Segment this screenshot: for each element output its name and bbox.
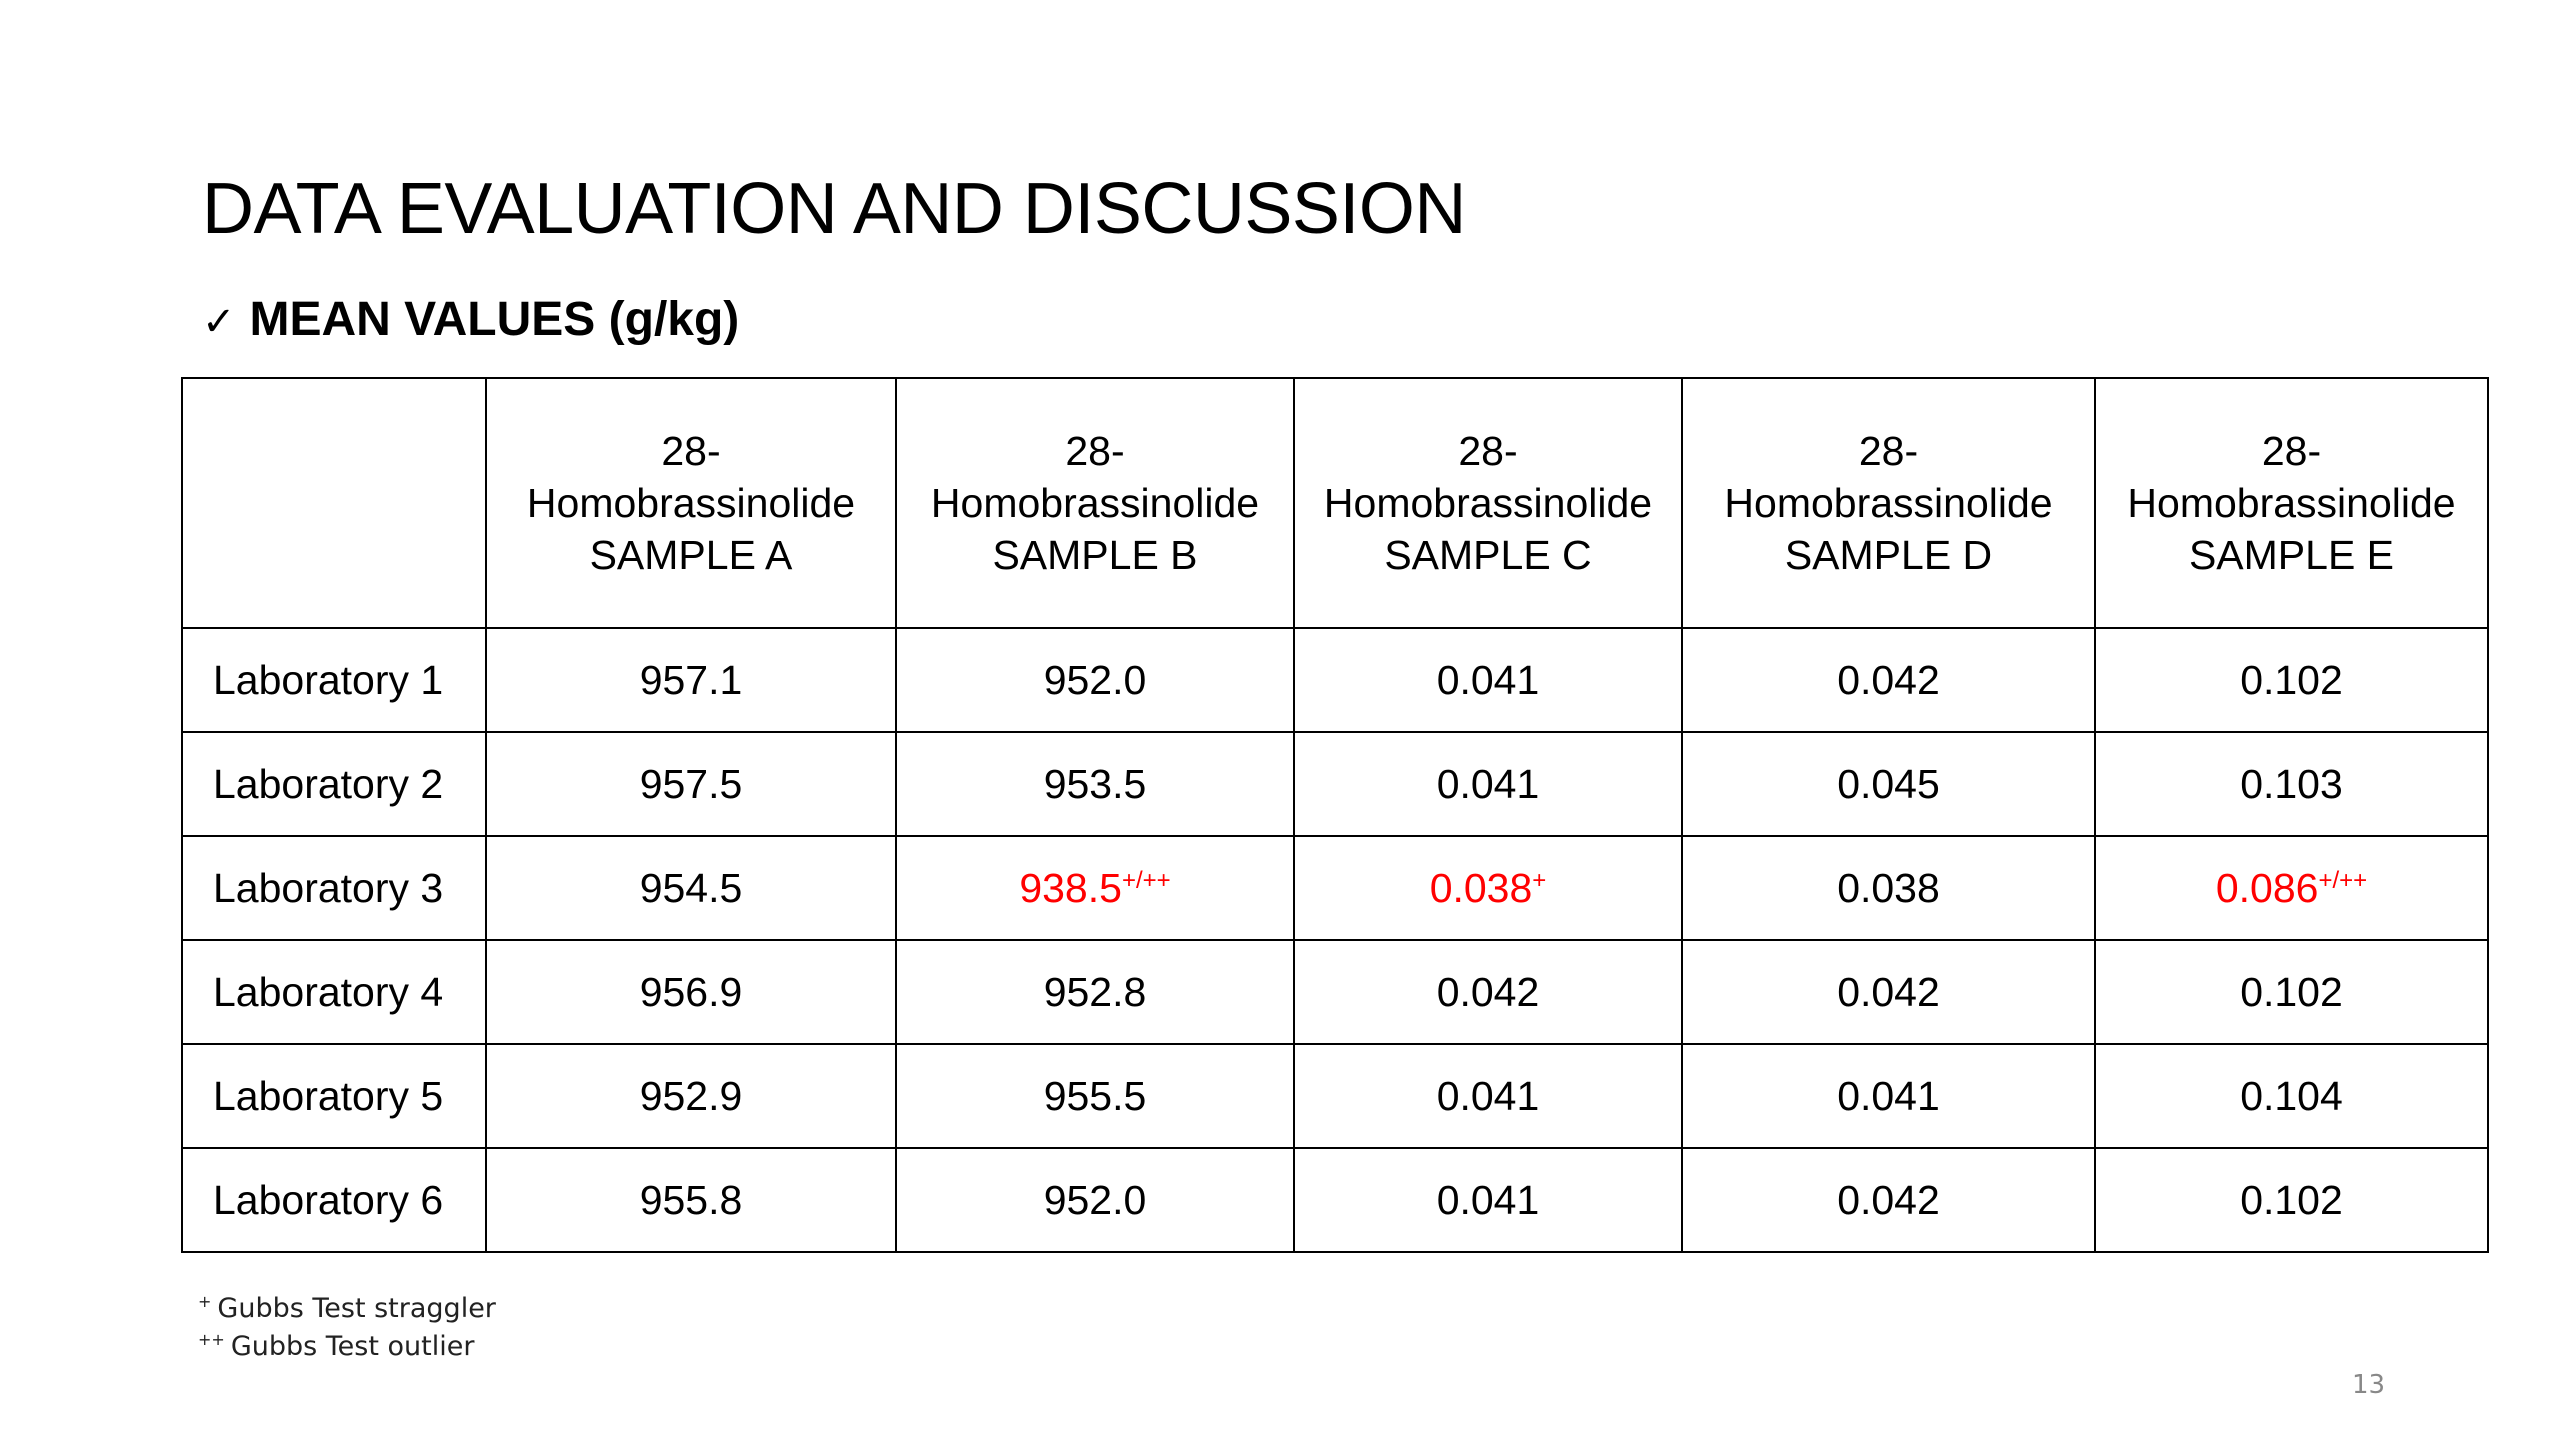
row-label: Laboratory 5 [182,1044,486,1148]
cell-value: 0.038 [1429,864,1533,911]
footnote-symbol: ++ [198,1330,225,1349]
cell-value: 952.8 [1043,968,1147,1015]
cell-value: 0.086 [2215,864,2319,911]
cell-value: 0.038 [1837,864,1940,911]
table-cell [1682,1148,2095,1252]
table-cell [2095,1044,2488,1148]
subtitle [202,292,739,347]
table-cell [2095,836,2488,940]
cell-value: 0.102 [2240,656,2343,703]
cell-value: 0.042 [1436,968,1540,1015]
table-row [182,836,2488,940]
row-label: Laboratory 3 [182,836,486,940]
footnote-outlier [198,1328,496,1366]
mean-values-table [181,377,2489,1253]
row-label: Laboratory 2 [182,732,486,836]
table-cell [1294,628,1682,732]
table-row [182,732,2488,836]
table-cell [486,836,896,940]
cell-value: 0.041 [1436,760,1540,807]
flag-mark: + [1532,866,1547,894]
table-cell [1682,732,2095,836]
flagged-value [2216,865,2367,911]
table-cell [486,1148,896,1252]
table-cell [1682,1044,2095,1148]
table-cell [2095,940,2488,1044]
footnote-text: Gubbs Test straggler [217,1293,496,1324]
cell-value: 952.0 [1043,1176,1147,1223]
column-header-sample-d: 28- Homobrassinolide SAMPLE D [1682,378,2095,628]
column-header-sample-e: 28- Homobrassinolide SAMPLE E [2095,378,2488,628]
table-cell [896,836,1294,940]
page-number: 13 [2352,1370,2386,1400]
column-header-sample-a: 28- Homobrassinolide SAMPLE A [486,378,896,628]
cell-value: 0.042 [1837,1176,1940,1223]
table-cell [1682,628,2095,732]
table-cell [2095,628,2488,732]
flagged-value [1019,865,1170,911]
footnote-symbol: + [198,1292,212,1311]
cell-value: 953.5 [1043,760,1147,807]
cell-value: 0.102 [2240,968,2343,1015]
corner-header-cell [182,378,486,628]
cell-value: 938.5 [1019,864,1122,911]
cell-value: 954.5 [639,864,743,911]
table-cell [2095,732,2488,836]
footnotes [198,1290,496,1366]
table-cell [1294,940,1682,1044]
cell-value: 0.041 [1436,1176,1540,1223]
slide-title: DATA EVALUATION AND DISCUSSION [202,169,1466,249]
table-header-row [182,378,2488,628]
cell-value: 957.1 [639,656,743,703]
table-cell [2095,1148,2488,1252]
subtitle-text: MEAN VALUES (g/kg) [249,293,740,346]
table-row [182,1044,2488,1148]
table-cell [896,940,1294,1044]
flagged-value [1430,865,1547,911]
table-cell [486,1044,896,1148]
table-cell [486,628,896,732]
cell-value: 0.042 [1837,656,1940,703]
table-row [182,1148,2488,1252]
table-cell [1682,836,2095,940]
footnote-straggler [198,1290,496,1328]
table-cell [486,732,896,836]
cell-value: 0.104 [2240,1072,2343,1119]
table-cell [896,732,1294,836]
cell-value: 0.103 [2240,760,2343,807]
flag-mark: +/++ [2318,866,2368,894]
table-cell [486,940,896,1044]
cell-value: 0.041 [1436,1072,1540,1119]
cell-value: 956.9 [639,968,743,1015]
cell-value: 955.8 [639,1176,743,1223]
cell-value: 0.041 [1436,656,1540,703]
table-row [182,940,2488,1044]
cell-value: 957.5 [639,760,743,807]
column-header-sample-c: 28- Homobrassinolide SAMPLE C [1294,378,1682,628]
cell-value: 0.042 [1837,968,1940,1015]
table-cell [1294,1044,1682,1148]
column-header-sample-b: 28- Homobrassinolide SAMPLE B [896,378,1294,628]
table-cell [1294,1148,1682,1252]
row-label: Laboratory 6 [182,1148,486,1252]
table-row [182,628,2488,732]
cell-value: 952.0 [1043,656,1147,703]
cell-value: 952.9 [639,1072,743,1119]
table-cell [896,628,1294,732]
cell-value: 0.102 [2240,1176,2343,1223]
table-cell [896,1044,1294,1148]
table-cell [896,1148,1294,1252]
table-cell [1294,836,1682,940]
table-cell [1682,940,2095,1044]
table-cell [1294,732,1682,836]
cell-value: 0.041 [1837,1072,1940,1119]
footnote-text: Gubbs Test outlier [230,1331,475,1362]
cell-value: 955.5 [1043,1072,1147,1119]
cell-value: 0.045 [1837,760,1940,807]
flag-mark: +/++ [1121,866,1171,894]
checkmark-icon: ✓ [202,299,236,345]
row-label: Laboratory 4 [182,940,486,1044]
row-label: Laboratory 1 [182,628,486,732]
